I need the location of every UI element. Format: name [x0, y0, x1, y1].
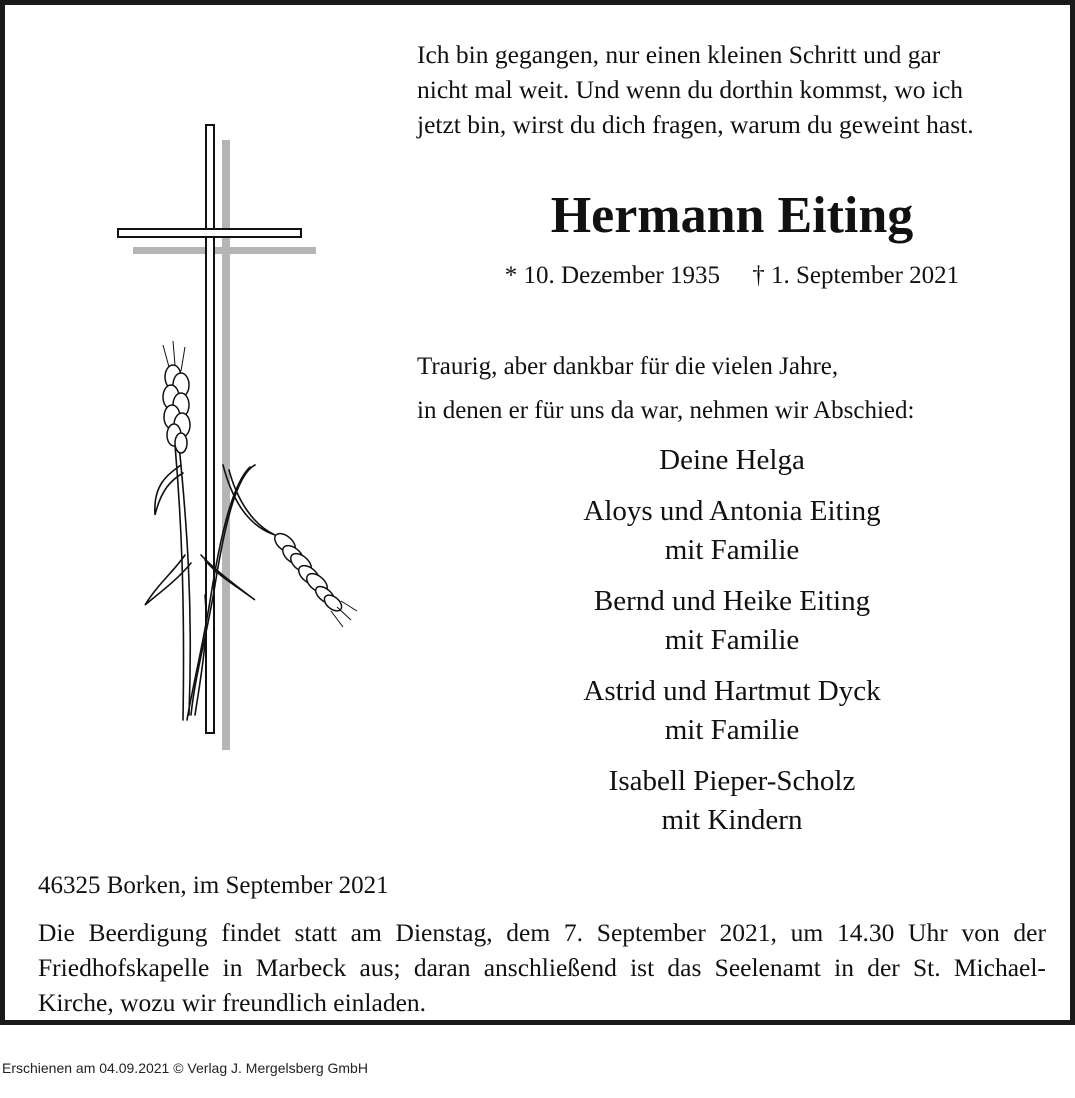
- funeral-word: St.: [912, 953, 941, 982]
- mourner-entry: [417, 762, 1047, 840]
- mourner-entry: [417, 441, 1047, 480]
- poem-line: nicht mal weit. Und wenn du dorthin kommst, wo ich: [417, 75, 964, 104]
- funeral-word: in: [222, 953, 243, 982]
- mourner-family: mit Familie: [664, 624, 800, 656]
- death-date: † 1. September 2021: [752, 262, 960, 289]
- funeral-word: der: [1013, 918, 1046, 947]
- mourner-name: Deine Helga: [659, 444, 805, 476]
- funeral-word: September: [596, 918, 706, 947]
- poem-line: Ich bin gegangen, nur einen kleinen Schritt und gar: [417, 40, 941, 69]
- funeral-line: Kirche, wozu wir freundlich einladen.: [38, 988, 427, 1017]
- funeral-word: um: [790, 918, 824, 947]
- mourners-list: [417, 441, 1047, 852]
- life-dates: [417, 259, 1047, 293]
- mourner-entry: [417, 672, 1047, 750]
- publication-footer: Erschienen am 04.09.2021 © Verlag J. Mergelsberg GmbH: [2, 1060, 368, 1076]
- funeral-word: daran: [413, 953, 471, 982]
- funeral-word: anschließend: [483, 953, 617, 982]
- deceased-name: Hermann Eiting: [550, 187, 914, 244]
- mourner-family: mit Familie: [664, 714, 800, 746]
- farewell-line: Traurig, aber dankbar für die vielen Jahre,: [417, 353, 839, 380]
- poem-line: jetzt bin, wirst du dich fragen, warum du geweint hast.: [417, 110, 974, 139]
- funeral-word: Dienstag,: [395, 918, 493, 947]
- mourner-name: Astrid und Hartmut Dyck: [583, 675, 881, 707]
- funeral-word: 2021,: [719, 918, 777, 947]
- poem: [417, 37, 1057, 142]
- funeral-word: statt: [294, 918, 337, 947]
- mourner-entry: [417, 492, 1047, 570]
- funeral-word: das: [667, 953, 702, 982]
- funeral-word: aus;: [359, 953, 401, 982]
- funeral-word: Die: [38, 918, 75, 947]
- funeral-word: 7.: [563, 918, 584, 947]
- funeral-word: Uhr: [908, 918, 948, 947]
- mourner-entry: [417, 582, 1047, 660]
- farewell-line: in denen er für uns da war, nehmen wir Abschied:: [417, 397, 915, 424]
- funeral-word: Seelenamt: [714, 953, 821, 982]
- mourner-family: mit Familie: [664, 534, 800, 566]
- mourner-family: mit Kindern: [661, 804, 803, 836]
- funeral-word: Beerdigung: [88, 918, 208, 947]
- funeral-word: am: [350, 918, 382, 947]
- funeral-word: der: [867, 953, 900, 982]
- cross-with-wheat-icon: [105, 115, 365, 765]
- funeral-line: [38, 915, 1046, 950]
- funeral-announcement: [38, 915, 1046, 1020]
- birth-date: * 10. Dezember 1935: [504, 262, 721, 289]
- farewell-text: [417, 345, 1057, 433]
- funeral-word: in: [834, 953, 854, 982]
- funeral-word: dem: [506, 918, 551, 947]
- funeral-word: Friedhofskapelle: [38, 953, 210, 982]
- funeral-word: Marbeck: [255, 953, 347, 982]
- mourner-name: Aloys und Antonia Eiting: [583, 495, 881, 527]
- funeral-word: Michael-: [953, 953, 1046, 982]
- funeral-word: findet: [221, 918, 281, 947]
- funeral-line: [38, 950, 1046, 985]
- place-and-date: 46325 Borken, im September 2021: [38, 872, 389, 899]
- funeral-word: von: [961, 918, 1000, 947]
- mourner-name: Bernd und Heike Eiting: [593, 585, 871, 617]
- mourner-name: Isabell Pieper-Scholz: [608, 765, 856, 797]
- funeral-word: ist: [630, 953, 655, 982]
- funeral-word: 14.30: [836, 918, 895, 947]
